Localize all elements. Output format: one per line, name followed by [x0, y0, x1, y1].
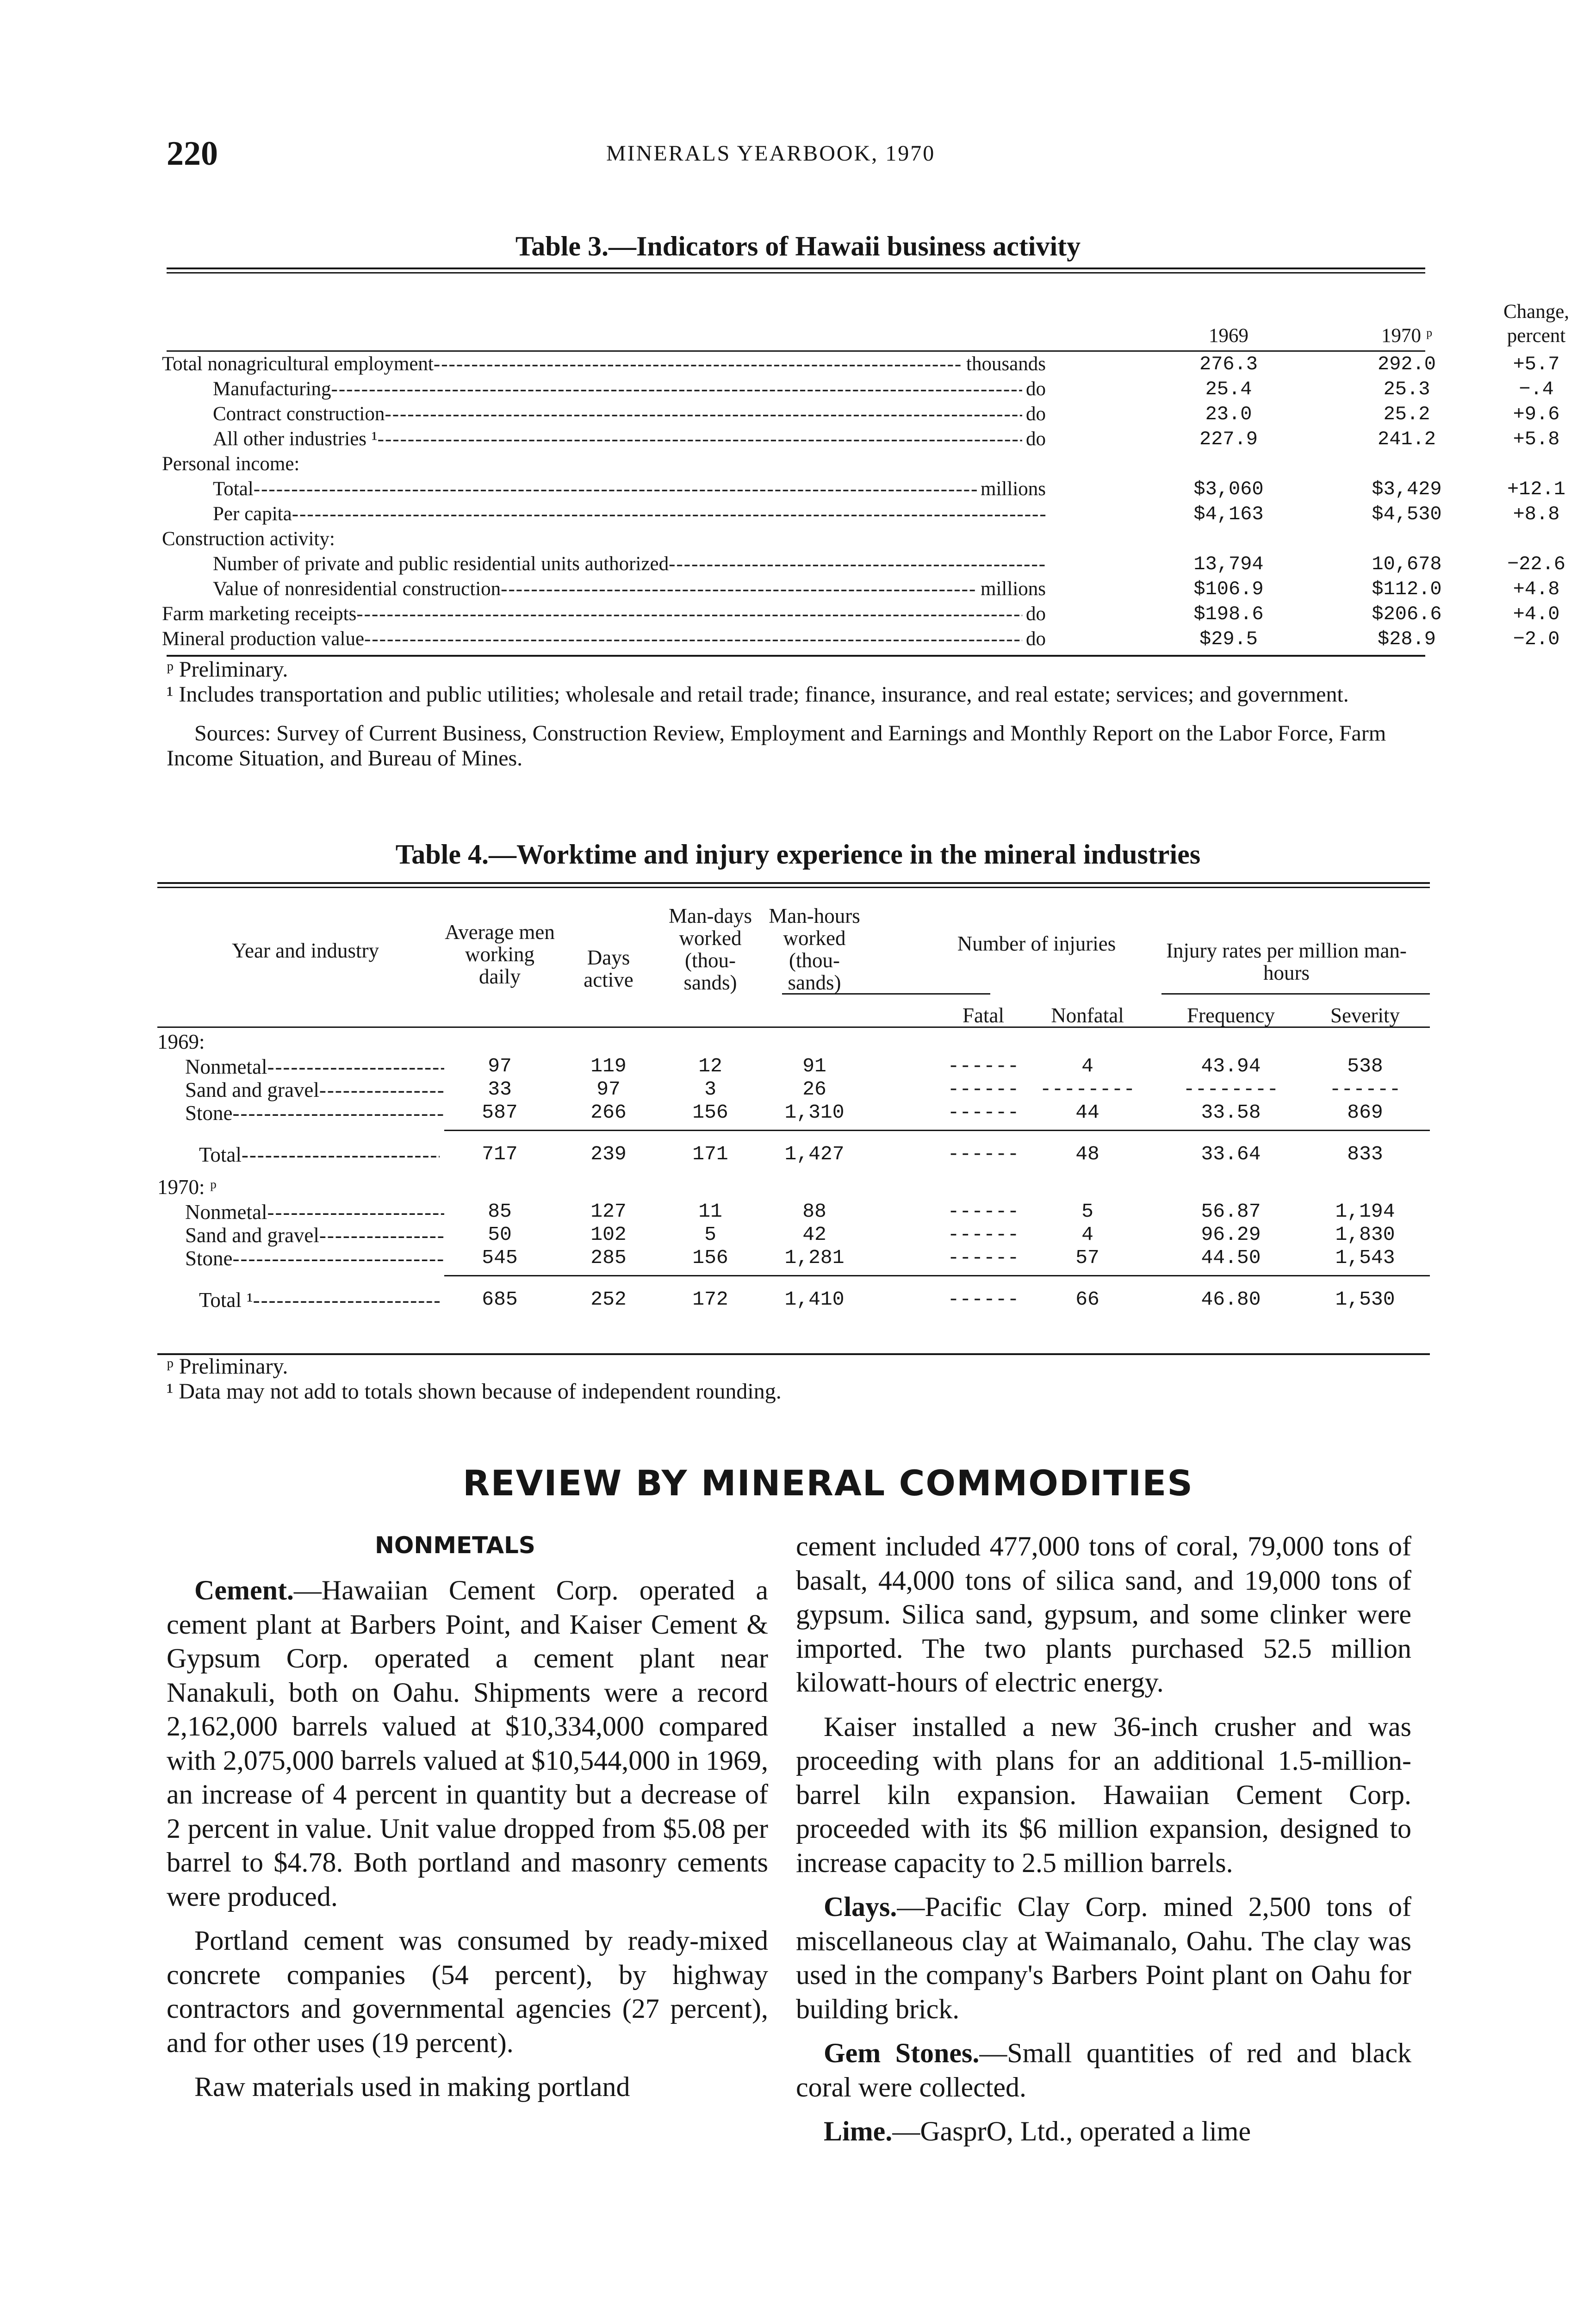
table4-cell-manhours: 88 [802, 1200, 826, 1223]
table3-body [162, 352, 1566, 652]
table3-row [162, 427, 1560, 452]
table4-cell-fatal: ------ [947, 1078, 1019, 1101]
table4-year-row [157, 1175, 1430, 1199]
table4-year-label: 1969: [157, 1030, 205, 1053]
table3-cell-change: −2.0 [1513, 628, 1560, 650]
table4-note-prelim: ᵖ Preliminary. [167, 1354, 288, 1379]
table3-notes [167, 657, 1425, 771]
paragraph-text: Portland cement was consumed by ready-mixed concrete companies (54 percent), by highway contractors and governmental agencies (27 percent), and for other uses (19 percent). [167, 1925, 768, 2058]
table4-cell-days: 266 [590, 1101, 627, 1124]
paragraph-text: —Hawaiian Cement Corp. operated a cement plant at Barbers Point, and Kaiser Cement & Gypsum Corp. operated a cement plant near Nanakuli, both on Oahu. Shipments were a record 2,162,000 barrels valued at $10,334,000 compared with 2,075,000 barrels valued at $10,544,000 in 1969, an increase of 4 percent in quantity but a decrease of 2 percent in value. Unit value dropped from $5.08 per barrel to $4.78. Both portland and masonry cements were produced. [167, 1575, 768, 1912]
t4-h-fatal: Fatal [963, 1004, 1004, 1027]
table3-cell-v1970: 10,678 [1372, 553, 1442, 575]
table3-label-text: Number of private and public residential units authorized [213, 553, 669, 575]
paragraph-text: —GasprO, Ltd., operated a lime [892, 2116, 1251, 2146]
table4-cell-men: 85 [488, 1200, 512, 1223]
t4-h-severity: Severity [1330, 1004, 1400, 1027]
table3-cell-v1969: 276.3 [1199, 353, 1258, 375]
table4-cell-days: 252 [590, 1288, 627, 1311]
paragraph-text: Kaiser installed a new 36-inch crusher and was proceeding with plans for an additional 1.5-million-barrel kiln expansion. Hawaiian Cement Corp. proceeded with its $6 million expansion, designed to increase capacity to 2.5 million barrels. [796, 1711, 1411, 1878]
table3-cell-change: −.4 [1519, 378, 1554, 400]
table3-row-label [162, 627, 1046, 652]
table3-col-1969: 1969 [1209, 325, 1248, 347]
paragraph-text: Raw materials used in making portland [194, 2071, 630, 2102]
t4-h-days-active: Days active [584, 946, 633, 991]
table3-cell-change: +9.6 [1513, 403, 1560, 425]
table3-cell-v1970: $3,429 [1372, 478, 1442, 500]
table4-cell-men: 685 [482, 1288, 518, 1311]
table3-row-label [162, 602, 1046, 627]
paragraph [167, 2070, 768, 2104]
table4-total-rule [444, 1130, 1430, 1131]
table4-row-label [185, 1101, 444, 1125]
table3-row [162, 377, 1554, 402]
leader-dots [267, 1201, 444, 1224]
paragraph-text: —Pacific Clay Corp. mined 2,500 tons of miscellaneous clay at Waimanalo, Oahu. The clay was used in the company's Barbers Point plant on Oahu for building brick. [796, 1891, 1411, 2024]
leader-dots [319, 1078, 444, 1101]
table4-label-text: Stone [185, 1247, 233, 1270]
leader-dots [267, 1055, 444, 1078]
table3-cell-v1970: 25.3 [1383, 378, 1430, 400]
table4-row [157, 1200, 1430, 1224]
table4-cell-mandays: 171 [692, 1143, 728, 1165]
table3-cell-v1970: 25.2 [1383, 403, 1430, 425]
table3-top-rule-2 [167, 272, 1425, 274]
table3-cell-v1970: $28.9 [1377, 628, 1436, 650]
table4-cell-sev: 833 [1347, 1143, 1383, 1165]
table4-cell-nonfatal: 4 [1081, 1223, 1093, 1246]
paragraph-text: —Small quantities of red and black coral were collected. [796, 2038, 1411, 2103]
table4-cell-manhours: 1,410 [784, 1288, 845, 1311]
table3-row-label [213, 377, 1046, 402]
table4-year-label: 1970: ᵖ [157, 1176, 217, 1199]
leader-dots [364, 628, 1046, 650]
t4-h-avg-men: Average men working daily [445, 921, 555, 988]
table3-label-text: Contract construction [213, 403, 385, 425]
table4-cell-nonfatal: 5 [1081, 1200, 1093, 1223]
t4-h-injury-rates: Injury rates per million man-hours [1166, 939, 1407, 984]
table3-col-1970: 1970 ᵖ [1381, 325, 1433, 347]
table4-cell-mandays: 156 [692, 1246, 728, 1269]
table4-cell-fatal: ------ [947, 1143, 1019, 1165]
table4-cell-mandays: 3 [704, 1078, 716, 1101]
table4-year-row [157, 1030, 1430, 1054]
table3-unit: millions [977, 577, 1046, 602]
leader-dots [233, 1247, 444, 1270]
table4-total-row [157, 1143, 1430, 1167]
running-title: MINERALS YEARBOOK, 1970 [606, 141, 936, 166]
section-title: REVIEW BY MINERAL COMMODITIES [463, 1462, 1194, 1504]
table4-total-rule [444, 1275, 1430, 1276]
table4-cell-sev: ------ [1329, 1078, 1401, 1101]
t4-h-nonfatal: Nonfatal [1051, 1004, 1124, 1027]
table3-cell-v1970: $112.0 [1372, 578, 1442, 600]
t4-injuries-rule [782, 993, 990, 995]
table4-cell-sev: 1,830 [1335, 1223, 1395, 1246]
table4-cell-sev: 1,530 [1335, 1288, 1395, 1311]
table3-label-text: Value of nonresidential construction [213, 578, 501, 600]
table4-cell-men: 50 [488, 1223, 512, 1246]
table4-cell-days: 119 [590, 1055, 627, 1077]
table3-label-text: Construction activity: [162, 528, 335, 550]
table4-cell-sev: 1,194 [1335, 1200, 1395, 1223]
leader-dots [233, 1101, 444, 1125]
table4-row [157, 1246, 1430, 1270]
table3-label-text: Farm marketing receipts [162, 603, 357, 625]
table4-cell-mandays: 5 [704, 1223, 716, 1246]
table3-title: Table 3.—Indicators of Hawaii business activity [515, 231, 1081, 261]
table4-cell-men: 97 [488, 1055, 512, 1077]
table3-unit: do [1022, 377, 1046, 402]
table3-row-label [213, 427, 1046, 452]
text-column-right [796, 1530, 1411, 2159]
t4-h-frequency: Frequency [1187, 1004, 1275, 1027]
table3-cell-v1970: 292.0 [1377, 353, 1436, 375]
paragraph [796, 2115, 1411, 2149]
table4-notes [167, 1354, 1425, 1404]
table4-cell-nonfatal: 66 [1075, 1288, 1099, 1311]
table3-label-text: Manufacturing [213, 378, 331, 400]
table4-cell-fatal: ------ [947, 1246, 1019, 1269]
table4-cell-sev: 538 [1347, 1055, 1383, 1077]
table3-sources: Sources: Survey of Current Business, Construction Review, Employment and Earnings and Monthly Report on the Labor Force, Farm Income Situation, and Bureau of Mines. [167, 721, 1386, 771]
table3-cell-change: +4.8 [1513, 578, 1560, 600]
table4-cell-manhours: 91 [802, 1055, 826, 1077]
table3-row [162, 477, 1566, 502]
table3-unit: thousands [963, 352, 1046, 377]
table3-row [162, 577, 1560, 602]
table4-cell-freq: 56.87 [1201, 1200, 1261, 1223]
table4-row [157, 1078, 1430, 1102]
table4-cell-fatal: ------ [947, 1223, 1019, 1246]
table4-cell-sev: 869 [1347, 1101, 1383, 1124]
table4-cell-days: 102 [590, 1223, 627, 1246]
table3-cell-change: +12.1 [1507, 478, 1566, 500]
table4-cell-manhours: 26 [802, 1078, 826, 1101]
table4-cell-fatal: ------ [947, 1288, 1019, 1311]
table3-cell-change: −22.6 [1507, 553, 1566, 575]
table4-title: Table 4.—Worktime and injury experience in the mineral industries [395, 839, 1201, 870]
leader-dots [331, 378, 1046, 400]
leader-dots [253, 1288, 440, 1312]
table4-row-label [185, 1078, 444, 1102]
table3-row-label [162, 352, 1046, 377]
table4-cell-nonfatal: 48 [1075, 1143, 1099, 1165]
table4-cell-days: 285 [590, 1246, 627, 1269]
table4-cell-sev: 1,543 [1335, 1246, 1395, 1269]
table4-cell-nonfatal: 57 [1075, 1246, 1099, 1269]
table3-bottom-rule [167, 655, 1425, 657]
table3-cell-v1969: $106.9 [1193, 578, 1264, 600]
table4-cell-freq: 33.58 [1201, 1101, 1261, 1124]
table3-label-text: Total [213, 478, 254, 500]
table4-row-label [185, 1246, 444, 1270]
table4-cell-days: 97 [596, 1078, 621, 1101]
t4-h-year-industry: Year and industry [232, 939, 379, 962]
table4-label-text: Total ¹ [199, 1288, 253, 1312]
table4-row-label [199, 1288, 440, 1312]
table3-label-text: Mineral production value [162, 628, 365, 650]
text-column-left [167, 1574, 768, 2115]
table3-cell-v1969: $198.6 [1193, 603, 1264, 625]
table4-row-label [199, 1143, 440, 1167]
table4-cell-men: 717 [482, 1143, 518, 1165]
table4-cell-fatal: ------ [947, 1055, 1019, 1077]
table3-cell-v1969: $3,060 [1193, 478, 1264, 500]
table4-cell-freq: -------- [1183, 1078, 1279, 1101]
table4-row [157, 1223, 1430, 1247]
paragraph [167, 1574, 768, 1914]
table4-cell-days: 127 [590, 1200, 627, 1223]
leader-dots [434, 353, 1046, 375]
table3-unit: do [1022, 427, 1046, 452]
table4-cell-days: 239 [590, 1143, 627, 1165]
table3-row-label [162, 452, 1046, 477]
table3-cell-change: +8.8 [1513, 503, 1560, 525]
table3-cell-v1969: $29.5 [1199, 628, 1258, 650]
table3-cell-v1969: 25.4 [1205, 378, 1252, 400]
subsection-title: NONMETALS [375, 1532, 535, 1559]
table3-note-1: ¹ Includes transportation and public utilities; wholesale and retail trade; finance, insurance, and real estate; services; and government. [167, 682, 1349, 707]
table3-cell-change: +4.0 [1513, 603, 1560, 625]
leader-dots [669, 553, 1046, 575]
table3-cell-v1969: 23.0 [1205, 403, 1252, 425]
table3-row [162, 452, 1421, 477]
table4-cell-nonfatal: 4 [1081, 1055, 1093, 1077]
table3-unit: do [1022, 627, 1046, 652]
table4-cell-mandays: 156 [692, 1101, 728, 1124]
table3-row [162, 602, 1560, 627]
t4-header-rule [157, 1026, 1430, 1028]
table4-cell-manhours: 1,427 [784, 1143, 845, 1165]
table4-label-text: Sand and gravel [185, 1078, 319, 1101]
paragraph-lead: Gem Stones. [824, 2038, 980, 2068]
table3-note-prelim: ᵖ Preliminary. [167, 657, 288, 682]
table4-top-rule [157, 882, 1430, 884]
table4-row-label [185, 1055, 444, 1079]
table4-note-1: ¹ Data may not add to totals shown because of independent rounding. [167, 1379, 782, 1404]
table3-unit: do [1022, 402, 1046, 427]
table4-cell-freq: 96.29 [1201, 1223, 1261, 1246]
leader-dots [356, 603, 1046, 625]
table4-row [157, 1101, 1430, 1125]
table4-cell-nonfatal: 44 [1075, 1101, 1099, 1124]
t4-h-man-hours: Man-hours worked (thou-sands) [769, 904, 860, 994]
table3-cell-change: +5.7 [1513, 353, 1560, 375]
leader-dots [385, 403, 1046, 425]
table3-row [162, 352, 1560, 377]
paragraph [167, 1924, 768, 2060]
table4-cell-manhours: 1,281 [784, 1246, 845, 1269]
table3-cell-v1970: $4,530 [1372, 503, 1442, 525]
page-number: 220 [167, 135, 218, 173]
table4-row [157, 1055, 1430, 1079]
table3-top-rule [167, 267, 1425, 269]
table3-row-label [213, 502, 1046, 527]
paragraph [796, 1890, 1411, 2026]
t4-h-man-days: Man-days worked (thou-sands) [669, 904, 752, 994]
table4-row-label [185, 1223, 444, 1247]
table3-row-label [213, 477, 1046, 502]
table4-label-text: Total [199, 1143, 242, 1166]
paragraph [796, 2036, 1411, 2104]
page-header [0, 134, 1596, 171]
table4-cell-fatal: ------ [947, 1200, 1019, 1223]
table3-header-rule [167, 350, 1425, 352]
table4-label-text: Sand and gravel [185, 1224, 319, 1247]
table3-label-text: Per capita [213, 503, 292, 525]
table4-cell-men: 545 [482, 1246, 518, 1269]
t4-rates-rule [1161, 993, 1430, 995]
table4-cell-freq: 33.64 [1201, 1143, 1261, 1165]
table3-row [162, 552, 1566, 577]
table4-cell-mandays: 172 [692, 1288, 728, 1311]
table3-header [162, 282, 1570, 352]
table3-row-label [162, 527, 1046, 552]
table3-unit: do [1022, 602, 1046, 627]
leader-dots [292, 503, 1046, 525]
leader-dots [501, 578, 1046, 600]
table3-cell-v1970: $206.6 [1372, 603, 1442, 625]
table4-cell-freq: 46.80 [1201, 1288, 1261, 1311]
table3-label-text: Personal income: [162, 453, 300, 475]
table4-top-rule-2 [157, 887, 1430, 888]
t4-h-num-injuries: Number of injuries [957, 932, 1116, 955]
table3-row-label [213, 577, 1046, 602]
table3-label-text: Total nonagricultural employment [162, 353, 434, 375]
table4-cell-fatal: ------ [947, 1101, 1019, 1124]
table4-cell-freq: 43.94 [1201, 1055, 1261, 1077]
table3-cell-v1969: 227.9 [1199, 428, 1258, 450]
paragraph [796, 1530, 1411, 1700]
table4-cell-mandays: 11 [698, 1200, 722, 1223]
table3 [162, 282, 1570, 652]
table3-label-text: All other industries ¹ [213, 428, 378, 450]
paragraph-lead: Lime. [824, 2116, 893, 2146]
table4-cell-freq: 44.50 [1201, 1246, 1261, 1269]
table4-cell-manhours: 42 [802, 1223, 826, 1246]
table4-total-row [157, 1288, 1430, 1312]
table4-cell-men: 33 [488, 1078, 512, 1101]
leader-dots [378, 428, 1046, 450]
table3-row-label [213, 552, 1046, 577]
table3-cell-v1970: 241.2 [1377, 428, 1436, 450]
table3-row-label [213, 402, 1046, 427]
paragraph [796, 1710, 1411, 1880]
table3-cell-v1969: $4,163 [1193, 503, 1264, 525]
paragraph-text: cement included 477,000 tons of coral, 79,000 tons of basalt, 44,000 tons of silica sand, and 19,000 tons of gypsum. Silica sand, gypsum, and some clinker were imported. The two plants purchased 52.5 million kilowatt-hours of electric energy. [796, 1531, 1411, 1698]
paragraph-lead: Cement. [194, 1575, 294, 1605]
table3-cell-v1969: 13,794 [1193, 553, 1264, 575]
table4-cell-manhours: 1,310 [784, 1101, 845, 1124]
table4-label-text: Stone [185, 1101, 233, 1125]
table3-row [162, 402, 1560, 427]
table4-row-label [185, 1200, 444, 1224]
table4-cell-men: 587 [482, 1101, 518, 1124]
table3-row [162, 527, 1421, 552]
leader-dots [319, 1224, 444, 1247]
table4-label-text: Nonmetal [185, 1055, 267, 1078]
table3-cell-change: +5.8 [1513, 428, 1560, 450]
paragraph-lead: Clays. [824, 1891, 897, 1922]
table3-row [162, 627, 1560, 652]
leader-dots [242, 1143, 440, 1166]
table4-cell-nonfatal: -------- [1039, 1078, 1136, 1101]
leader-dots [254, 478, 1046, 500]
table3-col-change: Change, percent [1503, 301, 1570, 347]
table3-unit: millions [977, 477, 1046, 502]
table4-label-text: Nonmetal [185, 1201, 267, 1224]
table3-row [162, 502, 1560, 527]
table4-cell-mandays: 12 [698, 1055, 722, 1077]
